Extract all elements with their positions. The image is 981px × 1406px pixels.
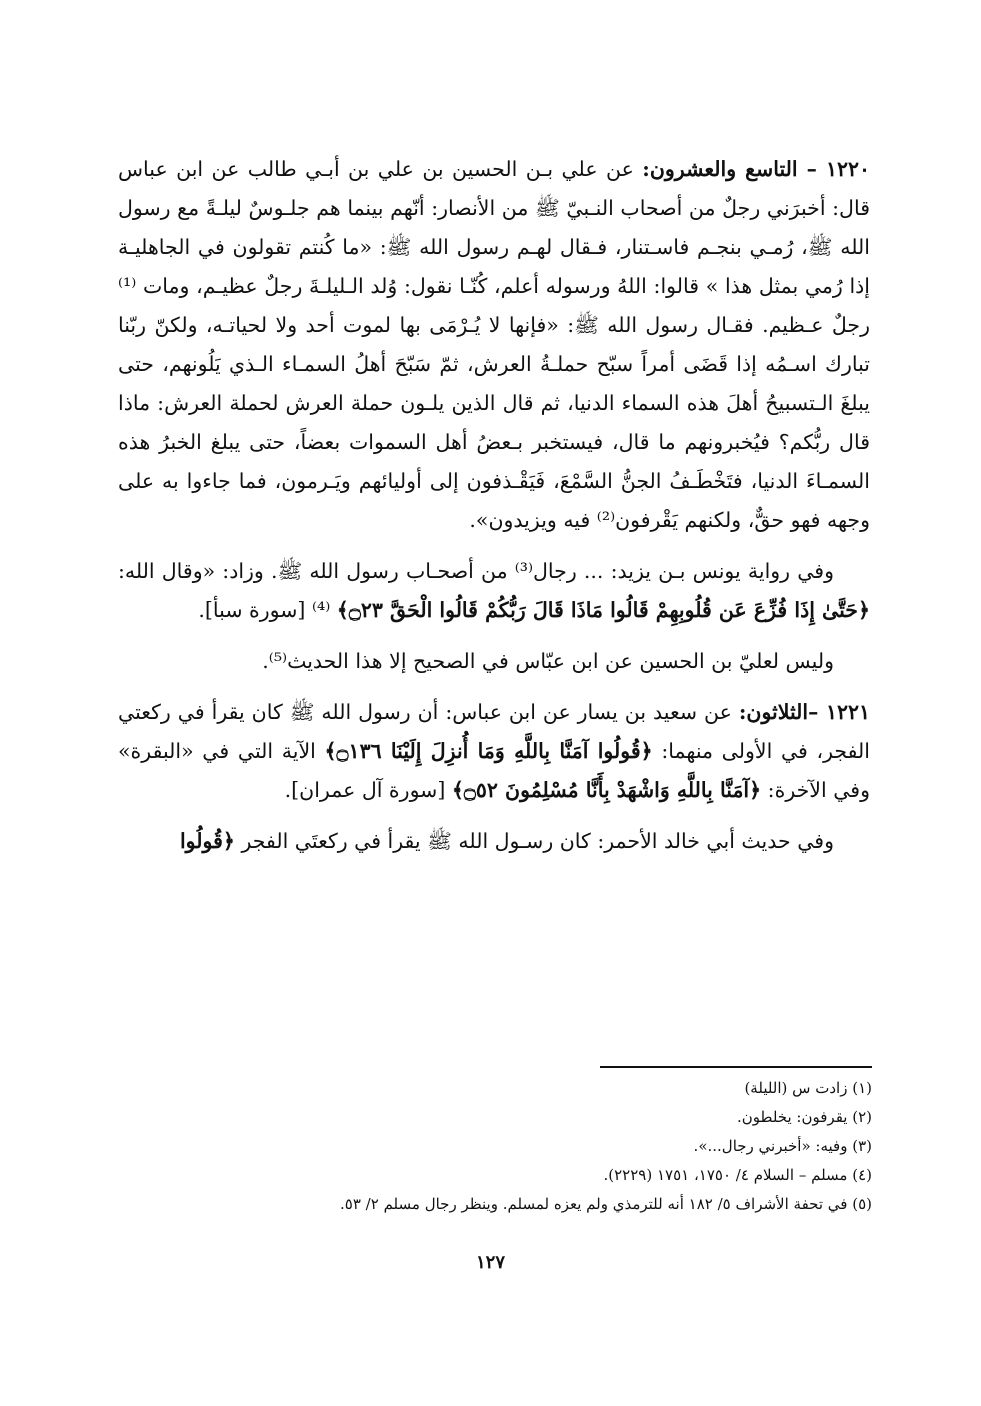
note-ali-paragraph [118,642,870,681]
quran-verse-al-imran: ﴿آمَنَّا بِاللَّهِ وَاشْهَدْ بِأَنَّا مُسْلِمُونَ ۝٥٢﴾ [451,778,762,802]
hadith-1220-paragraph [118,150,870,540]
footnote-4: (٤) مسلم – السلام ٤/ ١٧٥٠، ١٧٥١ (٢٢٢٩). [603,1166,872,1184]
abu-khalid-paragraph [118,822,870,861]
footnotes [280,1074,872,1219]
hadith-1221-text-2: الآية التي في «البقرة» وفي الآخرة: [118,739,870,802]
yunus-narration-paragraph [118,552,870,630]
yunus-narration-text: وفي رواية يونس بـن يزيد: ... رجال⁽³⁾ من أصحـاب رسول الله ﷺ. وزاد: «وقال الله: [118,559,834,583]
footnote-2: (٢) يقرفون: يخلطون. [737,1108,872,1126]
quran-verse-baqara: ﴿قُولُوا آمَنَّا بِاللَّهِ وَمَا أُنزِلَ إِلَيْنَا ۝١٣٦﴾ [324,739,653,763]
note-ali-text: وليس لعليّ بن الحسين عن ابن عبّاس في الصحيح إلا هذا الحديث⁽⁵⁾. [262,649,834,673]
quran-verse-start: ﴿قُولُوا [179,829,235,853]
page-number: ١٢٧ [475,1252,505,1273]
footnote-divider [600,1066,872,1068]
hadith-1220-text: عن علي بـن الحسين بن علي بن أبـي طالب عن ابن عباس قال: أخبرَني رجلٌ من أصحاب النـبيّ ﷺ من الأنصار: أنّهم بينما هم جلـوسٌ ليلـةً مع رسول الله ﷺ، رُمـي بنجـم فاسـتنار، فـقال لهـم رسول الله ﷺ: «ما كُنتم تقولون في الجاهليـة إذا رُمي بمثل هذا » قالوا: اللهُ ورسوله أعلم، كُنّـا نقول: وُلد الـليلـةَ رجلٌ عظيـم، ومات ⁽¹⁾ رجلٌ عـظيم. فقـال رسول الله ﷺ: «فإنها لا يُـرْمَى بها لموت أحد ولا لحياتـه، ولكنّ ربّنا تبارك اسـمُه إذا قَضَى أمراً سبّح حملـةُ العرش، ثمّ سَبّحَ أهلُ السمـاء الـذي يَلُونهم، حتى يبلغَ الـتسبيحُ أهلَ هذه السماء الدنيا، ثم قال الذين يلـون حملة العرش لحملة العرش: ماذا قال ربُّكم؟ فيُخبرونهم ما قال، فيستخبر بـعضُ أهل السموات بعضاً، حتى يبلغ الخبرُ هذه السمـاءَ الدنيا، فتَخْطَـفُ الجنُّ السَّمْعَ، فَيَقْـذفون إلى أوليائهم ويَـرمون، فما جاءوا به على وجهه فهو حقٌّ، ولكنهم يَقْرفون⁽²⁾ فيه ويزيدون». [118,157,870,532]
footnote-3: (٣) وفيه: «أخبرني رجال...». [693,1137,872,1155]
quran-verse-saba: ﴿حَتَّىٰ إِذَا فُزِّعَ عَن قُلُوبِهِمْ قَالُوا مَاذَا قَالَ رَبُّكُمْ قَالُوا الْحَقَّ ۝٢٣﴾ [336,598,870,622]
hadith-1221-heading: ١٢٢١ –الثلاثون: [738,700,870,724]
footnote-1: (١) زادت س (الليلة) [744,1079,872,1097]
hadith-1221-text-3: [سورة آل عمران]. [284,778,446,802]
hadith-1220-heading: ١٢٢٠ – التاسع والعشرون: [642,157,870,181]
hadith-1221-paragraph [118,693,870,810]
hadith-1221-text-1: عن سعيد بن يسار عن ابن عباس: أن رسول الله ﷺ كان يقرأ في ركعتي الفجر، في الأولى منهما: [118,700,870,763]
yunus-narration-ref: ⁽⁴⁾ [سورة سبأ]. [198,598,331,622]
abu-khalid-text: وفي حديث أبي خالد الأحمر: كان رسـول الله ﷺ يقرأ في ركعتَي الفجر [241,829,834,853]
footnote-5: (٥) في تحفة الأشراف ٥/ ١٨٢ أنه للترمذي ولم يعزه لمسلم. وينظر رجال مسلم ٢/ ٥٣. [340,1195,872,1213]
main-text [118,150,870,873]
